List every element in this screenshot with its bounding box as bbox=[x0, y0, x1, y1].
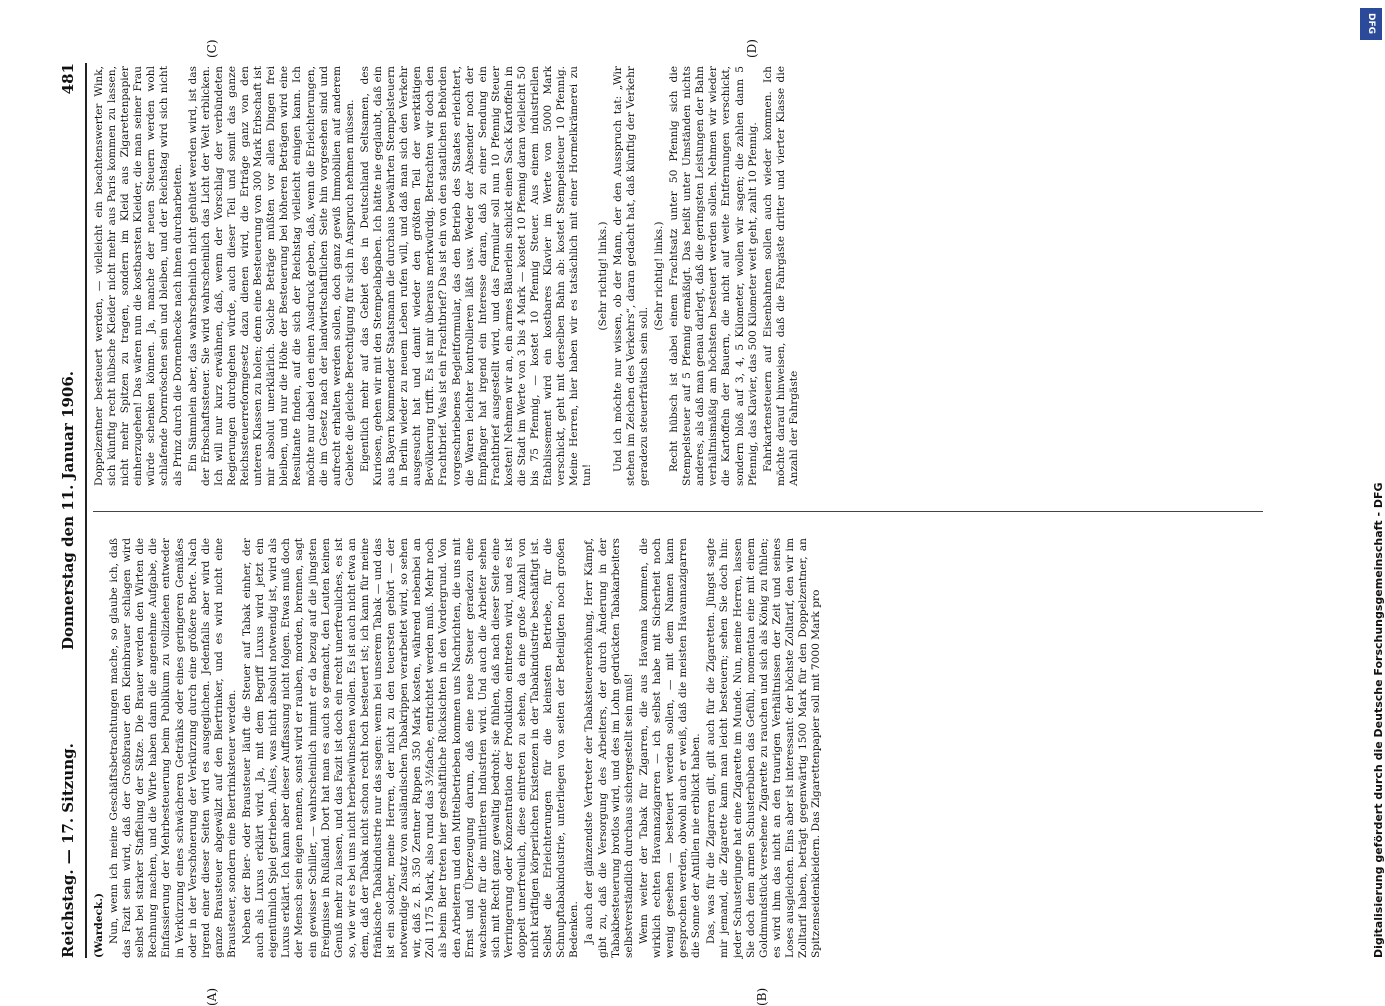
right-column bbox=[93, 66, 803, 486]
interjection: (Sehr richtig! links.) bbox=[596, 221, 609, 331]
header-left: Reichstag. — 17. Sitzung. bbox=[59, 743, 77, 958]
margin-marker-d: (D) bbox=[745, 39, 759, 58]
paragraph: Fahrkartensteuern auf Eisenbahnen sollen auch wieder kommen. Ich möchte darauf hinweisen, daß die Fahrgäste dritter und vierter Klasse die Anzahl der Fahrgäste bbox=[761, 66, 800, 486]
page-number: 481 bbox=[59, 63, 77, 95]
column-divider bbox=[93, 511, 1263, 512]
running-header bbox=[55, 63, 85, 958]
paragraph: Das, was für die Zigarren gilt, gilt auch für die Zigaretten. Jüngst sagte mir jemand, die Zigarette kann man leicht besteuern; sehen Sie doch hin: jeder Schusterjunge hat eine Zigarette im Munde. Nun, meine Herren, lassen Sie doch dem armen Schusterbuben das Gefühl, momentan eine mit einem Goldmundstück versehene Zigarette zu rauchen und sich als König zu fühlen; es wird ihm das nicht an den traurigen Verhältnissen der Zeit und seines Loses ausgleichen. Eins aber ist interessant: der höchste Zolltarif, den wir im Zolltarif haben, beträgt gegenwärtig 1500 Mark für den Doppelzentner, an Spitzenseidenkleidern. Das Zigarettenpapier soll mit 7000 Mark pro bbox=[705, 538, 823, 958]
paragraph: Nun, wenn ich meine Geschäftsbetrachtungen mache, so glaube ich, daß das Fazit sein wird, daß der Großbrauer den Kleinbrauer schlagen wird selbst bei starker Staffelung der Sätze. Die Brauer werden den Wirten die Rechnung machen, und die Wirte haben dann die angenehme Aufgabe, die Einfassierung der Mehrbesteuerung beim Publikum zu vollziehen entweder in Verkürzung eines schwächeren Getränks oder eines geringeren Gemäßes oder in der Verschönerung der Verkürzung durch eine größere Borte. Nach irgend einer dieser Seiten wird es ausgeglichen. Jedenfalls aber wird die ganze Brausteuer abgewälzt auf den Biertrinker, und es wird nicht eine Brausteuer, sondern eine Biertrinksteuer werden. bbox=[108, 538, 238, 958]
digitization-note: Digitalisierung gefördert durch die Deutsche Forschungsgemeinschaft - DFG bbox=[1372, 482, 1385, 958]
interjection: (Sehr richtig! links.) bbox=[652, 221, 665, 331]
margin-marker-b: (B) bbox=[755, 987, 769, 1006]
paragraph: Ja auch der glänzendste Vertreter der Tabaksteuererhöhung, Herr Kämpf, gibt zu, daß die Versorgung des Arbeiters, der durch Änderung in der Tabakbesteuerung brotlos wird, und des im Lohn gedrückten Tabakarbeiters selbstverständlich durchaus sichergestellt sein muß! bbox=[583, 538, 635, 958]
speaker-label: (Wardeck.) bbox=[93, 892, 105, 958]
paragraph: Und ich möchte nur wissen, ob der Mann, der den Ausspruch tat: „Wir stehen im Zeichen des Verkehrs“, daran gedacht hat, daß künftig der Verkehr geradezu steuerfrätisch sein soll. bbox=[611, 66, 650, 486]
rotated-page-content bbox=[55, 39, 1285, 1006]
paragraph: Doppelzentner besteuert werden, — vielleicht ein beachtenswerter Wink, sich künftig recht hübsche Kleider nicht mehr aus Paris kommen zu lassen, nicht mehr Spitzen zu tragen, sondern im Kleid aus Zigarettenpapier einherzugehen! Das wären nun die kostbarsten Kleider, die man seiner Frau würde schenken können. Ja, manche der neuen Steuern werden wohl schlafende Dornröschen sein und bleiben, und der Reichstag wird sich nicht als Prinz durch die Dornenhecke nach ihnen durcharbeiten. bbox=[93, 66, 184, 486]
left-column bbox=[93, 538, 825, 958]
header-date: Donnerstag den 11. Januar 1906. bbox=[59, 371, 77, 650]
paragraph: Recht hübsch ist dabei einem Frachtsatz unter 50 Pfennig sich die Stempelsteuer auf 5 Pfennig ermäßigt. Das heißt unter Umständen nichts anderes, als daß man genau darlegt, daß die geringsten Leistungen der Bahn verhältnismäßig am höchsten besteuert werden sollen. Nehmen wir wieder die Kartoffeln der Bauern, die nicht auf weite Entfernungen verschickt, sondern bloß auf 3, 4, 5 Kilometer, wollen wir sagen; die zahlen dann 5 Pfennig, das Klavier, das 500 Kilometer weit geht, zahlt 10 Pfennig. bbox=[668, 66, 759, 486]
paragraph: Ein Sämmlein aber, das wahrscheinlich nicht gehütet werden wird, ist das der Erbschaftssteuer. Sie wird wahrscheinlich das Licht der Welt erblicken. Ich will nur kurz erwähnen, daß, wenn der Vorschlag der verbündeten Regierungen durchgehen würde, auch dieser Teil und somit das ganze Reichssteuerreformgesetz dazu dienen wird, die Erträge ganz von den unteren Klassen zu holen; denn eine Besteuerung von 300 Mark Erbschaft ist mir absolut unerklärlich. Solche Beträge müßten vor allen Dingen frei bleiben, und nur die Höhe der Besteuerung bei höheren Beträgen wird eine Resultante finden, auf die sich der Reichstag vielleicht einigen kann. Ich möchte nur dabei den einen Ausdruck geben, daß, wenn die Erleichterungen, die im Gesetz nach der landwirtschaftlichen Seite hin vorgesehen sind und aufrecht erhalten werden sollen, doch ganz gewiß Immobilien auf anderem Gebiete die gleiche Berechtigung für sich in Anspruch nehmen müssen. bbox=[186, 66, 356, 486]
dfg-logo: DFG bbox=[1360, 8, 1382, 40]
paragraph: Eigentlich mehr auf das Gebiet des in Deutschland Seltsamen, des Kuriosen, gehen wir mit den Stempelabgaben. Ich hätte nie geglaubt, daß ein aus Bayern kommender Staatsmann die durchaus bewährten Stempelsteuern in Berlin wieder zu neuem Leben rufen will, und daß man sich den Verkehr ausgesucht hat und damit wieder den größten Teil der werktätigen Bevölkerung trifft. Es ist mir überaus merkwürdig. Betrachten wir doch den Frachtbrief. Was ist ein Frachtbrief? Das ist ein von den staatlichen Behörden vorgeschriebenes Begleitformular, das den Betrieb des Staates erleichtert, die Waren leichter kontrollieren läßt usw. Weder der Absender noch der Empfänger hat irgend ein Interesse daran, daß zu einer Sendung ein Frachtbrief ausgestellt wird, und das Formular soll nun 10 Pfennig Steuer kosten! Nehmen wir an, ein armes Bäuerlein schickt einen Sack Kartoffeln in die Stadt im Werte von 3 bis 4 Mark — kostet 10 Pfennig daran vielleicht 50 bis 75 Pfennig, — kostet 10 Pfennig Steuer. Aus einem industriellen Etablissement wird ein kostbares Klavier im Werte von 5000 Mark verschickt, geht mit derselben Bahn ab: kostet Stempelsteuer 10 Pfennig. Meine Herren, hier haben wir es tatsächlich mit einer Hormelkrämerei zu tun! bbox=[358, 66, 594, 486]
paragraph: Neben der Bier- oder Brausteuer läuft die Steuer auf Tabak einher, der auch als Luxus erklärt wird. Ja, mit dem Begriff Luxus wird jetzt ein eigentümlich Spiel getrieben. Alles, was nicht absolut notwendig ist, wird als Luxus erklärt. Ich kann aber dieser Auffassung nicht folgen. Etwas muß doch der Mensch sein eigen nennen, sonst wird er rauben, morden, brennen, sagt ein gewisser Schiller, — wahrscheinlich nimmt er da bezug auf die jüngsten Ereignisse in Rußland. Dort hat man es auch so gemacht, den Leuten keinen Genuß mehr zu lassen, und das Fazit ist doch ein recht unerfreuliches, es ist so, wie wir es bei uns nicht herbeiwünschen wollen. Es ist auch nicht etwa an dem, daß der Tabak nicht schon recht hoch besteuert ist; ich kann für meine fränkische Tabakindustrie nur das sagen: wenn bei unserem Tabak — und das ist ein solcher, meine Herren, der nicht zu den teuersten gehört — der notwendige Zusatz von ausländischen Tabakrippen verarbeitet wird, so sehen wir, daß z. B. 350 Zentner Rippen 350 Mark kosten, während nebenbei an Zoll 1175 Mark, also rund das 3½fache, entrichtet werden muß. Mehr noch als beim Bier treten hier geschäftliche Rücksichten in den Vordergrund. Von den Arbeitern und den Mittelbetrieben kommen uns Nachrichten, die uns mit Ernst und Überzeugung darum, daß eine neue Steuer geradezu eine wachsende für die mittleren Industrien wird. Und auch die Arbeiter sehen sich mit Recht ganz gewaltig bedroht; sie fühlen, daß nach dieser Seite eine Verringerung oder Konzentration der Produktion eintreten wird, und es ist doppelt unerfreulich, diese eintreten zu sehen, da eine große Anzahl von nicht kräftigen körperlichen Existenzen in der Tabakindustrie beschäftigt ist. Selbst die Erleichterungen für die kleinsten Betriebe, für die Schnupftabakindustrie, unterliegen von seiten der Beteiligten noch großen Bedenken. bbox=[241, 538, 581, 958]
margin-marker-c: (C) bbox=[205, 39, 219, 58]
paragraph: Wenn weiter der Tabak für Zigarren, die aus Havanna kommen, die wirklich echten Havannazigarren — ich selbst habe mit Sicherheit noch wenig gesehen — besteuert werden sollen, — mit dem Namen kann gesprochen werden, obwohl auch er weiß, daß die meisten Havannazigarren die Sonne der Antillen nie erblickt haben. bbox=[637, 538, 703, 958]
header-rule bbox=[85, 63, 87, 958]
margin-marker-a: (A) bbox=[205, 987, 219, 1006]
